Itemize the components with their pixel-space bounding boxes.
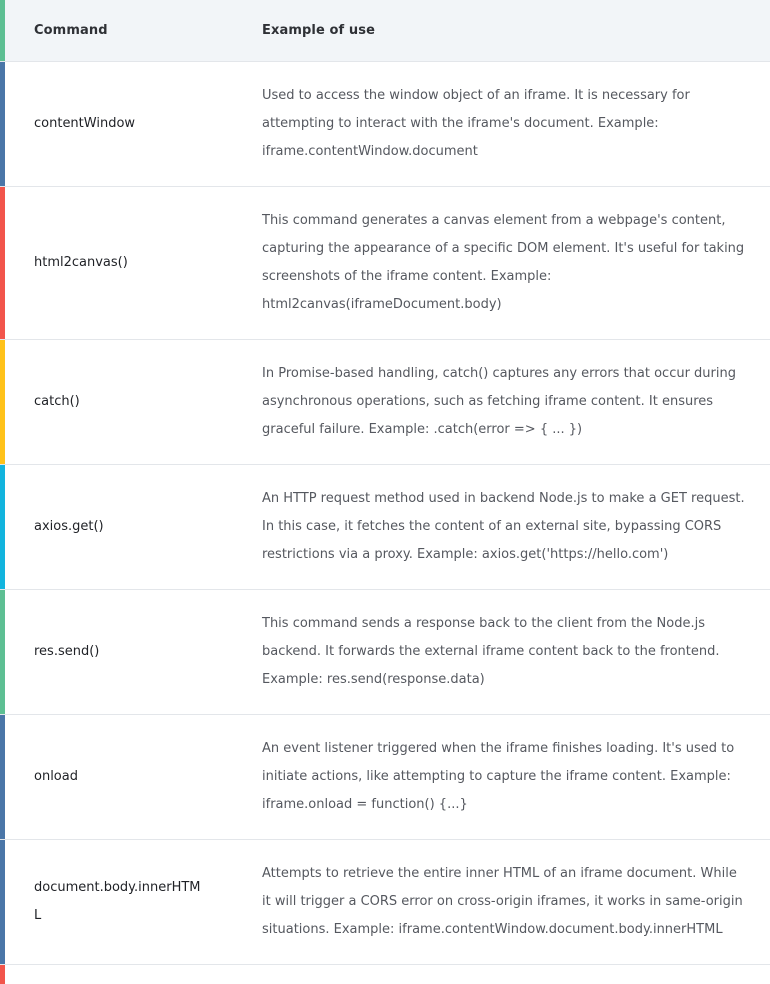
row-accent-bar	[0, 0, 5, 61]
row-accent-bar	[0, 340, 5, 464]
table-row	[0, 187, 770, 340]
example-cell: Attempts to retrieve the entire inner HTML of an iframe document. While it will trigger a CORS error on cross-origin iframes, it works in same-origin situations. Example: iframe.contentWindow.document.body.innerHTML	[262, 866, 743, 937]
row-accent-bar	[0, 840, 5, 964]
row-accent-bar	[0, 590, 5, 714]
header-example: Example of use	[262, 22, 376, 38]
table-row	[0, 965, 770, 984]
table-row	[0, 62, 770, 187]
row-accent-bar	[0, 62, 5, 186]
table-row	[0, 590, 770, 715]
command-cell: axios.get()	[34, 519, 104, 534]
row-accent-bar	[0, 465, 5, 589]
row-accent-bar	[0, 965, 5, 984]
command-cell: document.body.innerHTML	[34, 880, 201, 923]
command-cell: html2canvas()	[34, 255, 128, 270]
table-row	[0, 465, 770, 590]
command-cell: catch()	[34, 394, 80, 409]
example-cell: Used to access the window object of an iframe. It is necessary for attempting to interact with the iframe's document. Example: iframe.contentWindow.document	[262, 88, 690, 159]
table-row	[0, 340, 770, 465]
table-row	[0, 715, 770, 840]
command-cell: onload	[34, 769, 78, 784]
example-cell: This command sends a response back to the client from the Node.js backend. It forwards the external iframe content back to the frontend. Example: res.send(response.data)	[262, 616, 720, 687]
example-cell: An HTTP request method used in backend Node.js to make a GET request. In this case, it fetches the content of an external site, bypassing CORS restrictions via a proxy. Example: axios.get('https://hello.com')	[262, 491, 745, 562]
row-accent-bar	[0, 187, 5, 339]
example-cell: An event listener triggered when the iframe finishes loading. It's used to initiate actions, like attempting to capture the iframe content. Example: iframe.onload = function() {...}	[262, 741, 735, 812]
row-accent-bar	[0, 715, 5, 839]
example-cell: In Promise-based handling, catch() captures any errors that occur during asynchronous operations, such as fetching iframe content. It ensures graceful failure. Example: .catch(error => { ... })	[262, 366, 736, 437]
table-row	[0, 840, 770, 965]
command-cell: res.send()	[34, 644, 100, 659]
header-command: Command	[34, 22, 108, 38]
table-header-row	[0, 0, 770, 62]
command-cell: contentWindow	[34, 116, 136, 131]
example-cell: This command generates a canvas element from a webpage's content, capturing the appearance of a specific DOM element. It's useful for taking screenshots of the iframe content. Example: html2canvas(iframeDocument.body)	[262, 213, 745, 312]
